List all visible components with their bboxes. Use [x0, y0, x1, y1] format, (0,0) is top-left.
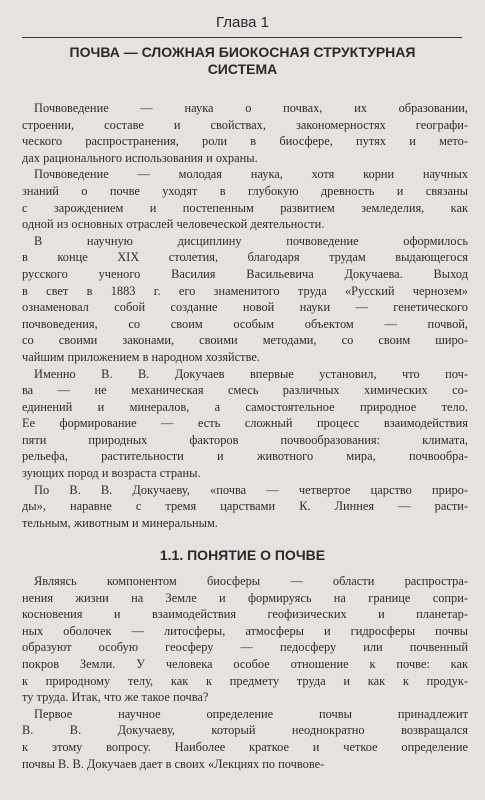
- paragraph: [22, 233, 468, 366]
- text-line: одной из основных отраслей человеческой деятельности.: [22, 217, 325, 232]
- text-line: единений и минералов, а самостоятельное природное тело.: [22, 399, 468, 414]
- text-line: Являясь компонентом биосферы — области распростра-: [34, 574, 468, 588]
- paragraph: [22, 573, 468, 706]
- text-line: знаний о почве уходят в глубокую древность и связаны: [22, 183, 468, 198]
- text-line: В научную дисциплину почвоведение оформилось: [34, 233, 468, 248]
- text-line: строении, составе и свойствах, закономерностях географи-: [22, 117, 468, 132]
- text-line: к этому вопросу. Наиболее краткое и четкое определение: [22, 739, 468, 754]
- text-line: чайшим приложением в народном хозяйстве.: [22, 349, 260, 364]
- paragraph: [22, 166, 468, 232]
- text-line: По В. В. Докучаеву, «почва — четвертое царство приро-: [34, 482, 468, 497]
- paragraph: [22, 100, 468, 166]
- text-line: ва — не механическая смесь различных химических со-: [22, 383, 468, 398]
- text-line: ды», наравне с тремя царствами К. Линнея — расти-: [22, 499, 468, 514]
- text-line: нения жизни на Земле и формируясь на границе сопри-: [22, 590, 468, 605]
- chapter-title-line: ПОЧВА — СЛОЖНАЯ БИОКОСНАЯ СТРУКТУРНАЯ: [69, 44, 416, 60]
- text-line: ных оболочек — литосферы, атмосферы и гидросферы почвы: [22, 623, 468, 638]
- text-line: Именно В. В. Докучаев впервые установил, что поч-: [34, 366, 468, 381]
- text-line: со своими законами, своими методами, со своим широ-: [22, 333, 468, 348]
- text-line: с зарождением и постепенным развитием земледелия, как: [22, 200, 468, 215]
- text-line: тельным, животным и минеральным.: [22, 515, 218, 530]
- chapter-title: [20, 44, 465, 78]
- section-title: 1.1. ПОНЯТИЕ О ПОЧВЕ: [159, 547, 326, 563]
- text-line: дах рационального использования и охраны.: [22, 150, 258, 165]
- chapter-title-line: СИСТЕМА: [207, 61, 278, 77]
- text-line: покров Земли. У человека особое отношение к почве: как: [22, 656, 468, 671]
- paragraph: [22, 482, 468, 532]
- intro-text: [22, 100, 468, 531]
- text-line: ческого распространения, роли в биосфере, путях и мето-: [22, 134, 468, 149]
- text-line: косновения и взаимодействия геофизических и планетар-: [22, 607, 468, 622]
- text-line: Ее формирование — есть сложный процесс взаимодействия: [22, 416, 468, 431]
- section-text: [22, 573, 468, 772]
- text-line: зующих пород и возраста страны.: [22, 466, 201, 481]
- paragraph: [22, 366, 468, 482]
- text-line: Почвоведение — молодая наука, хотя корни научных: [34, 167, 468, 182]
- text-line: В. В. Докучаеву, который неоднократно возвращался: [22, 723, 468, 738]
- text-line: в конце XIX столетия, благодаря трудам выдающегося: [22, 250, 468, 265]
- text-line: русского ученого Василия Васильевича Докучаева. Выход: [22, 266, 468, 281]
- text-line: образуют особую геосферу — педосферу или почвенный: [22, 640, 468, 655]
- paragraph: [22, 706, 468, 772]
- text-line: пяти природных факторов почвообразования: климата,: [22, 432, 468, 447]
- text-line: в свет в 1883 г. его знаменитого труда «Русский чернозем»: [22, 283, 468, 298]
- text-line: почвоведения, со своим особым объектом — почвой,: [22, 316, 468, 331]
- text-line: Почвоведение — наука о почвах, их образовании,: [34, 101, 468, 115]
- text-line: Первое научное определение почвы принадлежит: [34, 706, 468, 721]
- chapter-label: Глава 1: [215, 14, 270, 31]
- text-line: рельефа, растительности и животного мира, почвообра-: [22, 449, 468, 464]
- text-line: ту труда. Итак, что же такое почва?: [22, 690, 209, 705]
- text-line: к природному телу, как к предмету труда и как к продук-: [22, 673, 468, 688]
- text-line: ознаменовал собой создание новой науки — генетического: [22, 300, 468, 315]
- chapter-divider: [22, 37, 462, 38]
- text-line: почвы В. В. Докучаев дает в своих «Лекциях по почвове-: [22, 756, 325, 771]
